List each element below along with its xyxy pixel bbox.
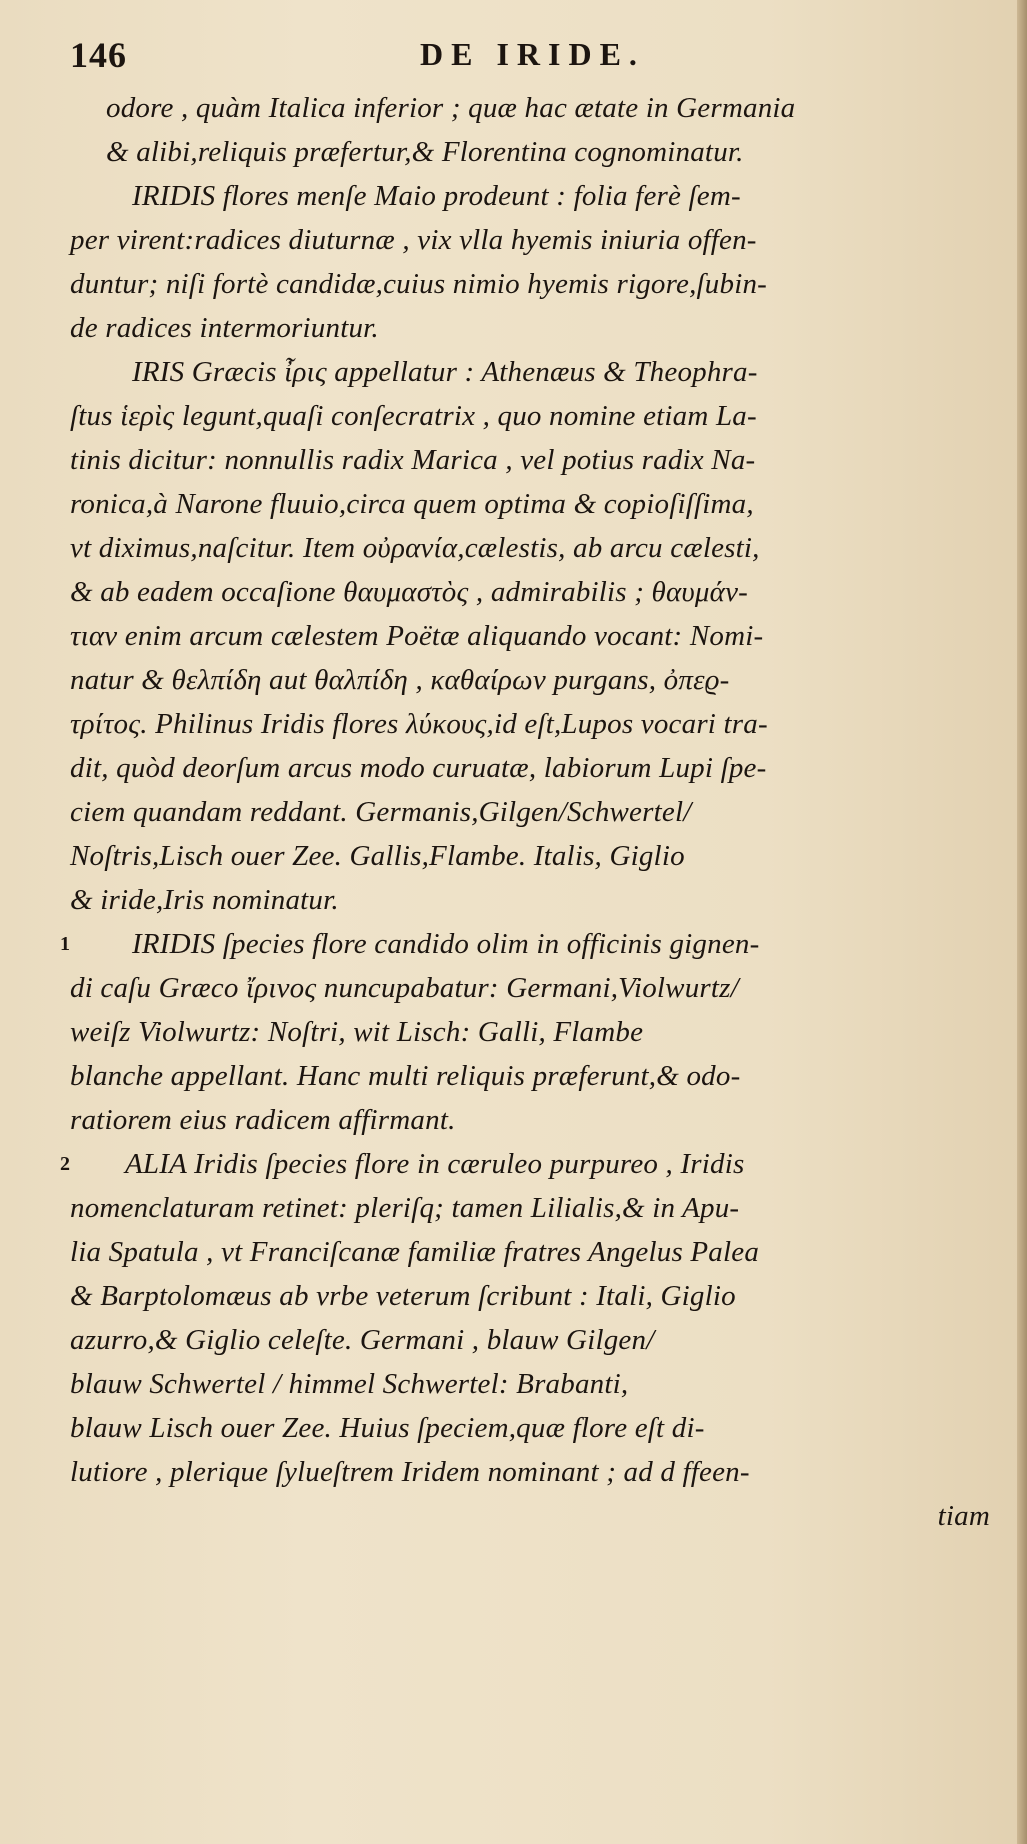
line-text: tiam: [937, 1500, 990, 1532]
text-line: [70, 658, 990, 702]
line-text: natur & θελπίδη aut θαλπίδη , καθαίρων purgans, ὀπεϱ-: [70, 664, 730, 696]
line-text: τρίτος. Philinus Iridis flores λύκους,id eſt,Lupos vocari tra-: [70, 708, 768, 740]
text-line: [70, 1318, 990, 1362]
text-line: [70, 306, 990, 350]
margin-number: 2: [60, 1153, 71, 1175]
line-text: nomenclaturam retinet: pleriſq; tamen Lilialis,& in Apu-: [70, 1192, 740, 1224]
line-text: & alibi,reliquis præfertur,& Florentina cognominatur.: [106, 136, 744, 168]
page-gutter: [1017, 0, 1027, 1844]
line-text: IRIS Græcis ἶρις appellatur : Athenæus & Theophra-: [132, 356, 758, 388]
text-line: [70, 218, 990, 262]
text-line: [70, 1010, 990, 1054]
text-line: [70, 790, 990, 834]
line-text: vt diximus,naſcitur. Item οὐρανία,cælestis, ab arcu cælesti,: [70, 532, 760, 564]
line-text: blauw Schwertel / himmel Schwertel: Brabanti,: [70, 1368, 629, 1400]
running-head: DE IRIDE.: [420, 36, 645, 72]
line-text: odore , quàm Italica inferior ; quæ hac ætate in Germania: [106, 92, 796, 124]
line-text: & ab eadem occaſione θαυμαστὸς , admirabilis ; θαυμάν-: [70, 576, 749, 608]
text-line: [70, 878, 990, 922]
line-text: Noſtris,Lisch ouer Zee. Gallis,Flambe. Italis, Giglio: [70, 840, 685, 872]
text-line: [70, 1054, 990, 1098]
line-text: lutiore , plerique ſylueſtrem Iridem nominant ; ad d ffeen-: [70, 1456, 750, 1488]
line-text: ronica,à Narone fluuio,circa quem optima & copioſiſſima,: [70, 488, 754, 520]
line-text: azurro,& Giglio celeſte. Germani , blauw Gilgen/: [70, 1324, 655, 1356]
line-text: tinis dicitur: nonnullis radix Marica , vel potius radix Na-: [70, 444, 756, 476]
text-line: [70, 834, 990, 878]
text-line: [70, 482, 990, 526]
text-line: [70, 350, 990, 394]
line-text: di caſu Græco ἴρινος nuncupabatur: Germani,Violwurtz/: [70, 972, 739, 1004]
text-line: [70, 570, 990, 614]
body-text: [60, 86, 990, 1538]
line-text: & Barptolomæus ab vrbe veterum ſcribunt : Itali, Giglio: [70, 1280, 736, 1312]
line-text: de radices intermoriuntur.: [70, 312, 379, 344]
text-line: [70, 1450, 990, 1494]
line-text: blauw Lisch ouer Zee. Huius ſpeciem,quæ flore eſt di-: [70, 1412, 705, 1444]
line-text: ALIA Iridis ſpecies flore in cæruleo purpureo , Iridis: [125, 1148, 745, 1180]
page-header: [70, 34, 990, 84]
line-text: per virent:radices diuturnæ , vix vlla hyemis iniuria offen-: [70, 224, 757, 256]
text-line: [60, 1142, 990, 1186]
line-text: lia Spatula , vt Franciſcanæ familiæ fratres Angelus Palea: [70, 1236, 760, 1268]
text-line: [70, 1494, 990, 1538]
line-text: IRIDIS flores menſe Maio prodeunt : folia ferè ſem-: [132, 180, 741, 212]
line-text: dit, quòd deorſum arcus modo curuatæ, labiorum Lupi ſpe-: [70, 752, 767, 784]
line-text: τιαν enim arcum cælestem Poëtæ aliquando vocant: Nomi-: [70, 620, 764, 652]
text-line: [60, 922, 990, 966]
text-line: [70, 174, 990, 218]
text-line: [70, 702, 990, 746]
text-line: [70, 130, 990, 174]
text-line: [70, 1362, 990, 1406]
line-text: weiſz Violwurtz: Noſtri, wit Lisch: Galli, Flambe: [70, 1016, 644, 1048]
text-line: [70, 526, 990, 570]
text-line: [70, 438, 990, 482]
line-text: IRIDIS ſpecies flore candido olim in officinis gignen-: [132, 928, 760, 960]
text-line: [70, 966, 990, 1010]
page-number: 146: [70, 35, 127, 75]
text-line: [70, 1406, 990, 1450]
line-text: ſtus ἱερὶς legunt,quaſi conſecratrix , quo nomine etiam La-: [70, 400, 757, 432]
text-line: [70, 1186, 990, 1230]
line-text: ratiorem eius radicem affirmant.: [70, 1104, 456, 1136]
text-line: [70, 1230, 990, 1274]
line-text: duntur; niſi fortè candidæ,cuius nimio hyemis rigore,ſubin-: [70, 268, 768, 300]
text-line: [70, 746, 990, 790]
margin-number: 1: [60, 933, 71, 955]
text-line: [70, 86, 990, 130]
text-line: [70, 394, 990, 438]
text-line: [70, 262, 990, 306]
text-line: [70, 1274, 990, 1318]
text-line: [70, 1098, 990, 1142]
line-text: ciem quandam reddant. Germanis,Gilgen/Schwertel/: [70, 796, 692, 828]
line-text: & iride,Iris nominatur.: [70, 884, 339, 916]
line-text: blanche appellant. Hanc multi reliquis præferunt,& odo-: [70, 1060, 741, 1092]
text-line: [70, 614, 990, 658]
